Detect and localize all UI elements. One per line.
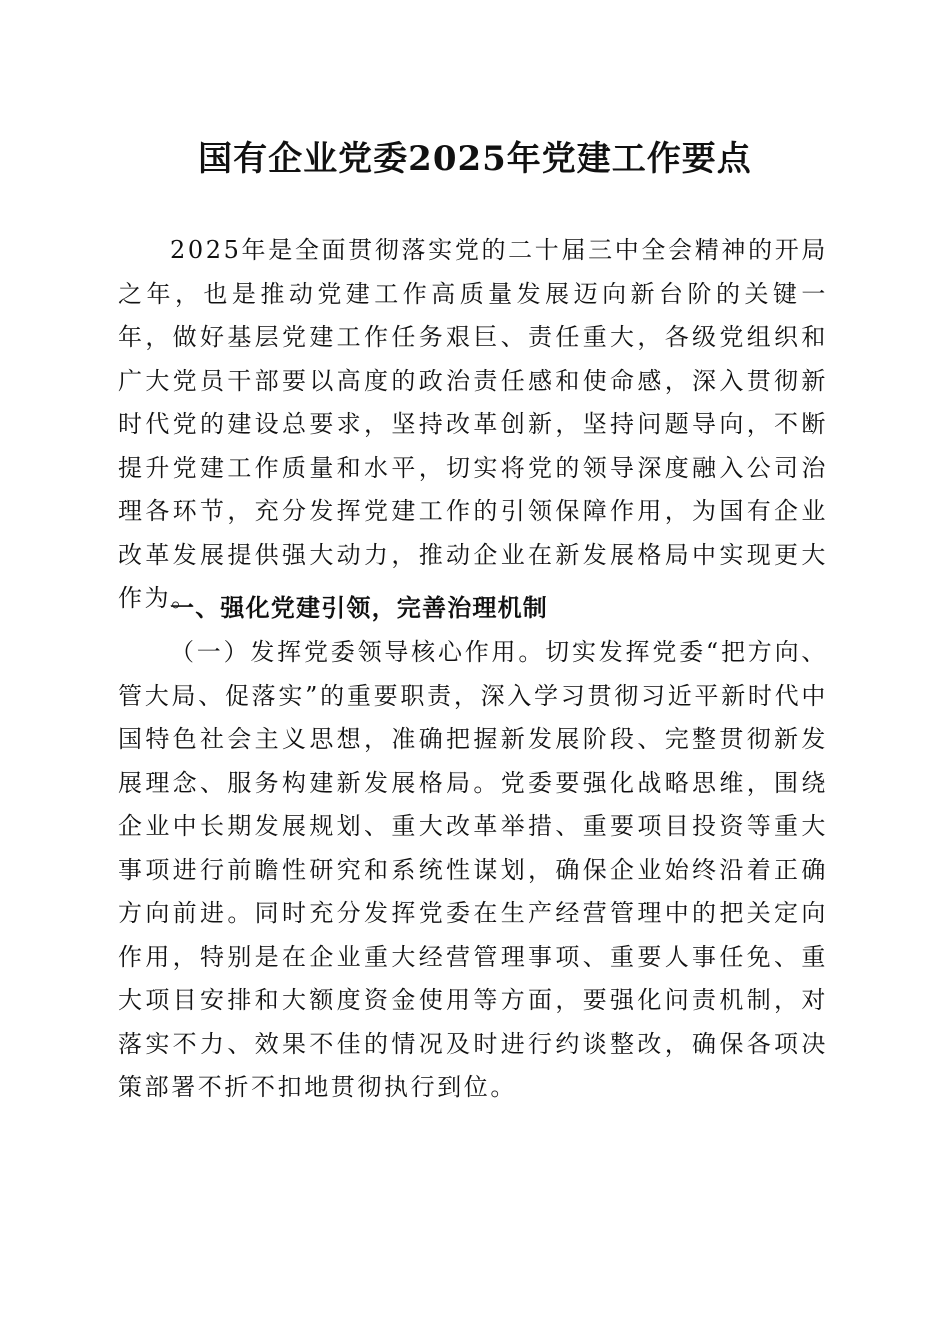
section-heading-1: 一、强化党建引领，完善治理机制 <box>170 594 548 622</box>
intro-paragraph: 2025年是全面贯彻落实党的二十届三中全会精神的开局之年，也是推动党建工作高质量发展迈向新台阶的关键一年，做好基层党建工作任务艰巨、责任重大，各级党组织和广大党员干部要以高度的政治责任感和使命感，深入贯彻新时代党的建设总要求，坚持改革创新，坚持问题导向，不断提升党建工作质量和水平，切实将党的领导深度融入公司治理各环节，充分发挥党建工作的引领保障作用，为国有企业改革发展提供强大动力，推动企业在新发展格局中实现更大作为。 <box>118 236 828 612</box>
section1-item1-body: 切实发挥党委“把方向、管大局、促落实”的重要职责，深入学习贯彻习近平新时代中国特色社会主义思想，准确把握新发展阶段、完整贯彻新发展理念、服务构建新发展格局。党委要强化战略思维，围绕企业中长期发展规划、重大改革举措、重要项目投资等重大事项进行前瞻性研究和系统性谋划，确保企业始终沿着正确方向前进。同时充分发挥党委在生产经营管理中的把关定向作用，特别是在企业重大经营管理事项、重要人事任免、重大项目安排和大额度资金使用等方面，要强化问责机制，对落实不力、效果不佳的情况及时进行约谈整改，确保各项决策部署不折不扣地贯彻执行到位。 <box>118 638 828 1101</box>
section1-item1-paragraph <box>118 631 828 1110</box>
document-title: 国有企业党委2025年党建工作要点 <box>198 139 752 179</box>
section1-item1-lead: （一）发挥党委领导核心作用。 <box>170 638 546 666</box>
